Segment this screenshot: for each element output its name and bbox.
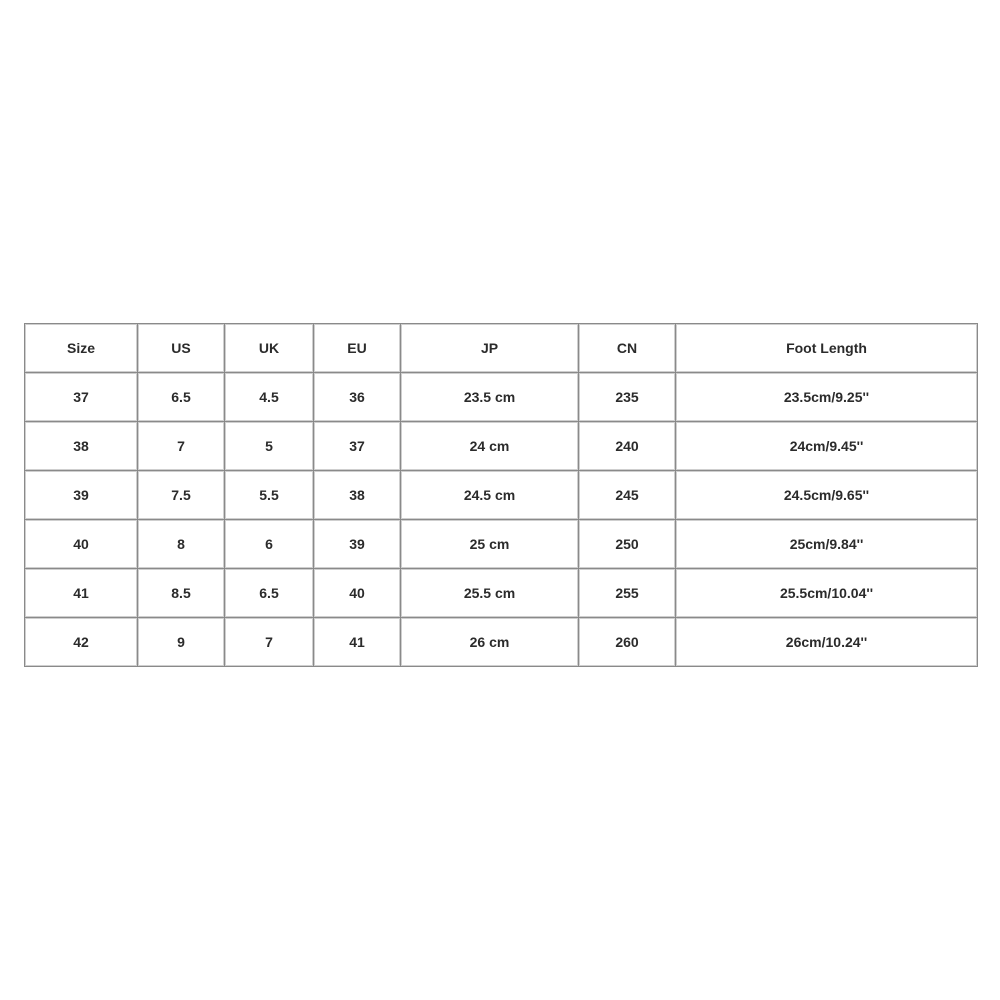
table-row [25, 618, 977, 666]
cell-foot-length: 25.5cm/10.04'' [676, 569, 977, 618]
table-row [25, 471, 977, 520]
header-foot-length: Foot Length [676, 324, 977, 373]
cell-cn: 240 [579, 422, 676, 471]
table-row [25, 569, 977, 618]
header-size: Size [25, 324, 138, 373]
cell-size: 41 [25, 569, 138, 618]
header-eu: EU [314, 324, 401, 373]
cell-uk: 7 [225, 618, 314, 666]
cell-us: 8 [138, 520, 225, 569]
cell-foot-length: 24.5cm/9.65'' [676, 471, 977, 520]
cell-eu: 41 [314, 618, 401, 666]
header-row [25, 324, 977, 373]
cell-cn: 235 [579, 373, 676, 422]
cell-jp: 26 cm [401, 618, 579, 666]
header-jp: JP [401, 324, 579, 373]
cell-jp: 23.5 cm [401, 373, 579, 422]
cell-us: 8.5 [138, 569, 225, 618]
cell-foot-length: 25cm/9.84'' [676, 520, 977, 569]
cell-size: 40 [25, 520, 138, 569]
cell-jp: 25.5 cm [401, 569, 579, 618]
cell-eu: 37 [314, 422, 401, 471]
cell-jp: 24.5 cm [401, 471, 579, 520]
table-row [25, 520, 977, 569]
cell-us: 9 [138, 618, 225, 666]
cell-jp: 24 cm [401, 422, 579, 471]
header-uk: UK [225, 324, 314, 373]
cell-uk: 5.5 [225, 471, 314, 520]
cell-uk: 6.5 [225, 569, 314, 618]
cell-cn: 245 [579, 471, 676, 520]
cell-cn: 255 [579, 569, 676, 618]
cell-eu: 39 [314, 520, 401, 569]
cell-jp: 25 cm [401, 520, 579, 569]
table-row [25, 373, 977, 422]
cell-cn: 250 [579, 520, 676, 569]
cell-uk: 6 [225, 520, 314, 569]
cell-us: 7.5 [138, 471, 225, 520]
cell-foot-length: 26cm/10.24'' [676, 618, 977, 666]
cell-uk: 5 [225, 422, 314, 471]
cell-uk: 4.5 [225, 373, 314, 422]
cell-size: 37 [25, 373, 138, 422]
cell-us: 7 [138, 422, 225, 471]
cell-foot-length: 23.5cm/9.25'' [676, 373, 977, 422]
cell-size: 39 [25, 471, 138, 520]
cell-size: 38 [25, 422, 138, 471]
cell-eu: 38 [314, 471, 401, 520]
table-row [25, 422, 977, 471]
cell-eu: 36 [314, 373, 401, 422]
cell-size: 42 [25, 618, 138, 666]
header-cn: CN [579, 324, 676, 373]
header-us: US [138, 324, 225, 373]
size-chart-table [24, 323, 978, 667]
cell-cn: 260 [579, 618, 676, 666]
cell-foot-length: 24cm/9.45'' [676, 422, 977, 471]
cell-eu: 40 [314, 569, 401, 618]
cell-us: 6.5 [138, 373, 225, 422]
